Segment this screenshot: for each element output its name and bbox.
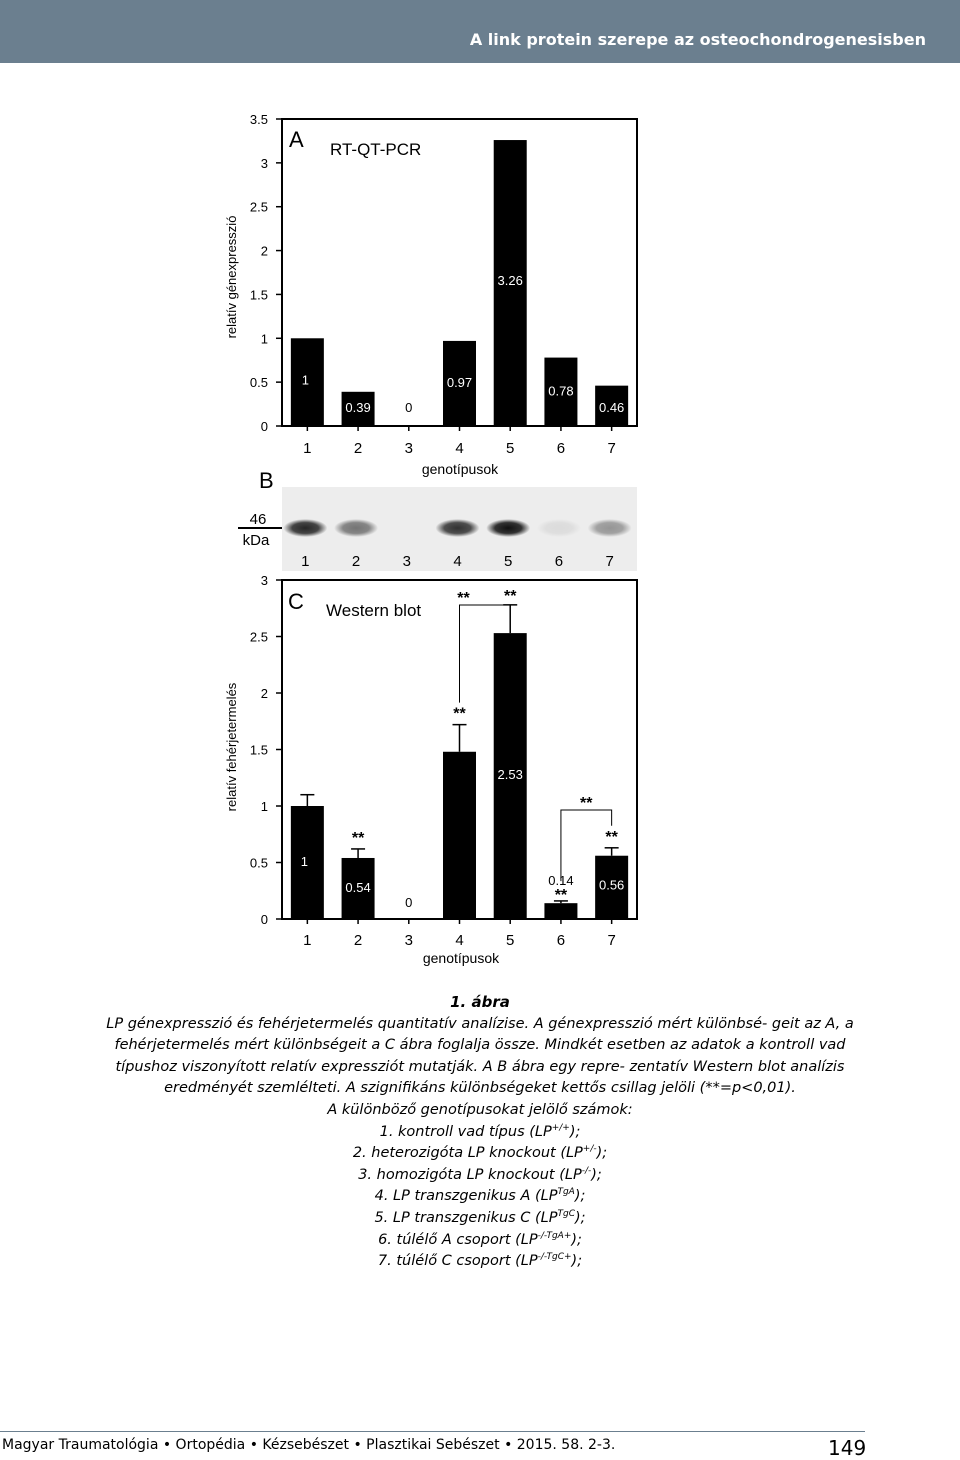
- panel-a-letter: A: [289, 127, 304, 152]
- panel-c-ytick-label: 1.5: [249, 742, 268, 758]
- panel-c-ytick-label: 1: [260, 799, 268, 814]
- panel-a-ytick-label: 3.5: [249, 112, 268, 127]
- panel-c-significance: **: [554, 887, 568, 905]
- page-number: 149: [828, 1436, 867, 1460]
- western-blot-band: [334, 519, 378, 537]
- panel-a-ytick-label: 0.5: [249, 375, 268, 391]
- panel-b-unit: kDa: [242, 532, 270, 549]
- panel-c-significance: **: [453, 705, 466, 723]
- panel-c-xtick-label: 3: [404, 932, 413, 949]
- panel-a-xtick-label: 5: [506, 440, 515, 457]
- panel-a-xlabel: genotípusok: [421, 461, 499, 477]
- panel-c-xtick-label: 7: [607, 932, 616, 949]
- panel-c-xtick-label: 4: [455, 932, 464, 949]
- panel-c-method: Western blot: [326, 601, 422, 620]
- panel-c-xtick-label: 6: [556, 932, 566, 949]
- panel-a-ytick-label: 3: [260, 155, 268, 171]
- caption-item: 6. túlélő A csoport $(LP^{-/-TgA+})$;: [378, 1230, 582, 1248]
- panel-c-data-label: 0.54: [345, 879, 371, 895]
- panel-a-ylabel: relatív génexpresszió: [224, 215, 239, 339]
- panel-a-xtick-label: 1: [303, 440, 312, 457]
- western-blot-band: [283, 519, 327, 537]
- panel-a-data-label: 0.39: [345, 400, 371, 415]
- panel-a-data-label: 0.78: [548, 383, 574, 399]
- panel-c-ylabel: relatív fehérjetermelés: [224, 682, 239, 812]
- panel-c-ytick-label: 3: [260, 573, 268, 588]
- western-blot-band: [537, 519, 581, 537]
- panel-c-bar: [544, 903, 577, 919]
- panel-c-significance: **: [457, 590, 470, 607]
- panel-a-xtick-label: 2: [353, 440, 363, 457]
- caption-title: 1. ábra: [450, 993, 510, 1011]
- panel-c-xtick-label: 1: [303, 932, 312, 949]
- panel-a-data-label: 0: [405, 400, 413, 415]
- panel-c-significance: **: [605, 828, 618, 846]
- panel-c-significance: **: [351, 829, 365, 847]
- panel-c-ytick-label: 2.5: [249, 629, 268, 645]
- panel-c-xtick-label: 5: [506, 932, 515, 949]
- panel-a-data-label: 1: [301, 372, 309, 388]
- caption-body: LP génexpresszió és fehérjetermelés quantitatív analízise. A génexpresszió mért különbsé- geit az A, a fehérjetermelés mért különbségeit a C ábra foglalja össze. Mindkét esetben az adatok a kontroll vad típushoz viszonyított relatív expressziót mutatják. A B ábra egy repre- zentatív Western blot analízis eredményét szemlélteti. A szignifikáns különbségeket kettős csillag jelöli (**=p<0,01).: [106, 1015, 854, 1097]
- panel-a-xtick-label: 3: [404, 440, 413, 457]
- panel-a-xtick-label: 6: [556, 440, 566, 457]
- panel-c-significance: **: [580, 795, 593, 812]
- panel-a-method: RT-QT-PCR: [330, 140, 422, 159]
- panel-c-data-label: 0: [405, 895, 413, 910]
- panel-a-xtick-label: 4: [455, 440, 464, 457]
- panel-c-data-label: 1.48: [446, 828, 473, 844]
- panel-a-data-label: 0.97: [446, 374, 473, 390]
- panel-c-xtick-label: 2: [353, 932, 363, 949]
- panel-b-lane-label: 4: [453, 553, 462, 570]
- running-header-title: A link protein szerepe az osteochondrogenesisben: [469, 30, 926, 49]
- caption-list-title: A különböző genotípusokat jelölő számok:: [327, 1101, 633, 1118]
- panel-c-ytick-label: 0.5: [249, 855, 268, 871]
- panel-a-data-label: 3.26: [497, 273, 523, 289]
- caption-item: 5. LP transzgenikus C $(LP^{TgC})$;: [374, 1209, 586, 1226]
- panel-a-ytick-label: 1.5: [249, 287, 268, 303]
- panel-a-data-label: 0.46: [598, 400, 625, 415]
- panel-a-ytick-label: 2.5: [249, 199, 268, 215]
- panel-b-lane-label: 5: [504, 553, 513, 570]
- panel-c-ytick-label: 0: [260, 912, 268, 927]
- panel-c-ytick-label: 2: [260, 686, 268, 701]
- panel-b-lane-label: 3: [402, 553, 411, 570]
- panel-c-data-label: 0.56: [598, 877, 625, 893]
- footer-rule: [0, 1431, 865, 1432]
- caption-item: 4. LP transzgenikus A $(LP^{TgA})$;: [374, 1187, 586, 1205]
- panel-b-lane-label: 1: [301, 553, 310, 570]
- panel-c-data-label: 2.53: [497, 767, 523, 783]
- panel-c-letter: C: [288, 589, 304, 614]
- western-blot-band: [588, 519, 632, 537]
- footer-journal: Magyar Traumatológia • Ortopédia • Kézsebészet • Plasztikai Sebészet • 2015. 58. 2-3.: [2, 1437, 616, 1453]
- panel-c-xlabel: genotípusok: [422, 950, 500, 966]
- caption-item: 2. heterozigóta LP knockout (LP+/-);: [352, 1144, 608, 1162]
- panel-a-ytick-label: 2: [260, 243, 268, 259]
- caption-item: 3. homozigóta LP knockout (LP-/-);: [358, 1165, 602, 1183]
- panel-b-lane-label: 6: [554, 553, 564, 570]
- panel-a-ytick-label: 0: [260, 419, 268, 434]
- panel-b-lane-label: 7: [605, 553, 614, 570]
- panel-c-significance: **: [503, 588, 517, 605]
- panel-b-mw: 46: [249, 511, 267, 528]
- figure-caption: [100, 992, 860, 1273]
- panel-b-lane-label: 2: [351, 553, 361, 570]
- panel-a-xtick-label: 7: [607, 440, 616, 457]
- caption-item: 1. kontroll vad típus (LP+/+);: [379, 1122, 581, 1140]
- western-blot-band: [436, 519, 480, 537]
- panel-a-ytick-label: 1: [260, 331, 268, 347]
- panel-b-letter: B: [259, 468, 274, 493]
- western-blot-band: [486, 519, 530, 537]
- caption-item: 7. túlélő C csoport $(LP^{-/-TgC+})$;: [377, 1252, 583, 1270]
- panel-c-data-label: 0.14: [548, 873, 574, 889]
- panel-c-data-label: 1: [300, 854, 308, 869]
